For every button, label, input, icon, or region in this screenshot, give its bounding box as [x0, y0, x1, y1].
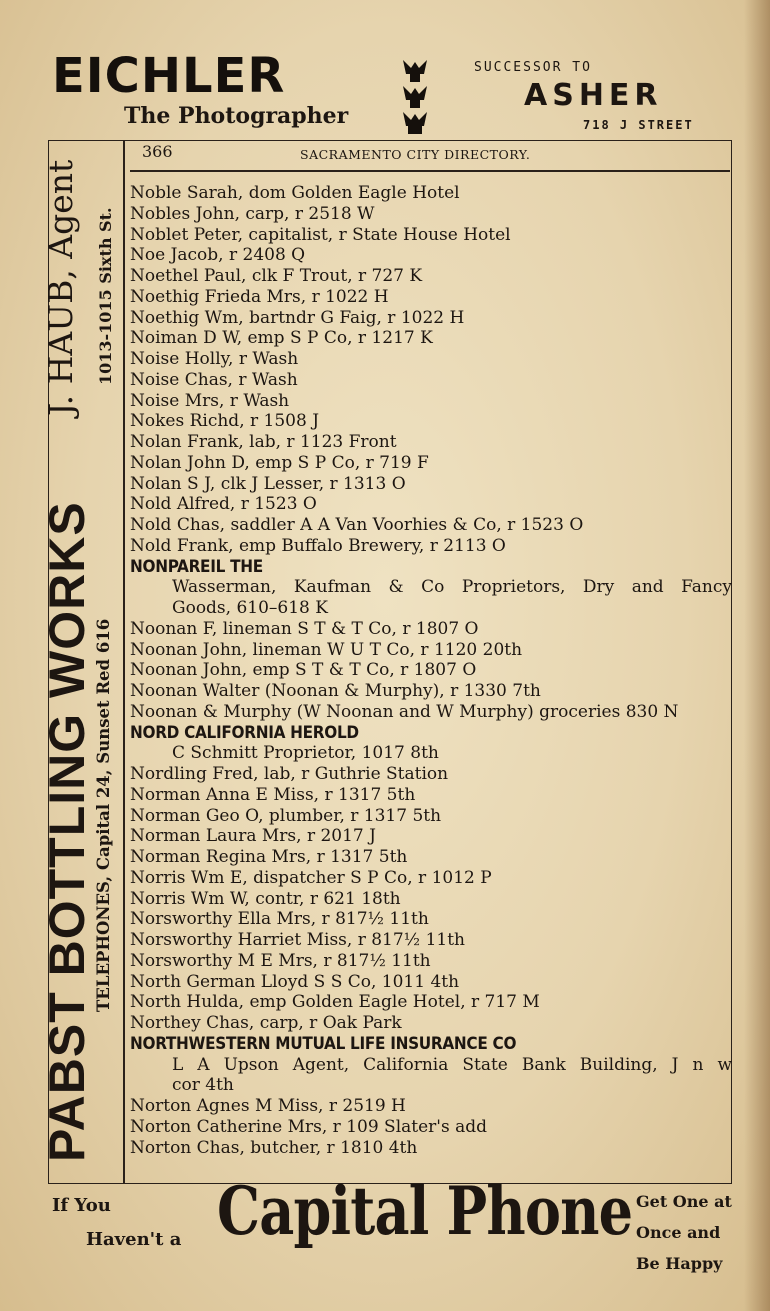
- directory-entry: [130, 826, 732, 847]
- ornament-icon: [400, 58, 430, 136]
- entry-text: Nordling Fred, lab, r Guthrie Station: [130, 764, 449, 784]
- directory-entry: [130, 536, 732, 557]
- directory-entry: [130, 681, 732, 702]
- directory-entry: [130, 889, 732, 910]
- pabst-ad-title: PABST BOTTLING WORKS: [39, 501, 95, 1162]
- entry-text: Noise Holly, r Wash: [130, 349, 299, 369]
- entry-text: Noblet Peter, capitalist, r State House Hotel: [130, 224, 511, 245]
- entry-text: North Hulda, emp Golden Eagle Hotel, r 717 M: [130, 992, 540, 1013]
- footer-right-line1: Get One at: [636, 1192, 732, 1211]
- entry-text: Nolan S J, clk J Lesser, r 1313 O: [130, 473, 406, 494]
- entry-text: Norsworthy Harriet Miss, r 817½ 11th: [130, 930, 465, 950]
- footer-ad-left: [52, 1194, 181, 1253]
- entry-text: Norman Geo O, plumber, r 1317 5th: [130, 805, 442, 826]
- directory-entry: [130, 328, 732, 349]
- entry-text: Northey Chas, carp, r Oak Park: [130, 1013, 402, 1033]
- entry-text: Wasserman, Kaufman & Co Proprietors, Dry and Fancy: [172, 577, 732, 598]
- entry-text: Norton Agnes M Miss, r 2519 H: [130, 1096, 406, 1116]
- entry-text: Norris Wm E, dispatcher S P Co, r 1012 P: [130, 867, 492, 888]
- entry-text: Noise Chas, r Wash: [130, 369, 298, 390]
- entry-text: Nolan Frank, lab, r 1123 Front: [130, 432, 397, 452]
- entry-text: Noonan F, lineman S T & T Co, r 1807 O: [130, 618, 479, 639]
- directory-entry: [130, 287, 732, 308]
- capital-phone-title: Capital Phone: [217, 1172, 633, 1250]
- directory-entry: [130, 494, 732, 515]
- entry-text: Nold Alfred, r 1523 O: [130, 494, 317, 515]
- entry-text: North German Lloyd S S Co, 1011 4th: [130, 971, 460, 992]
- entry-text: C Schmitt Proprietor, 1017 8th: [172, 743, 439, 764]
- directory-entry: [130, 660, 732, 681]
- entry-text: Norman Laura Mrs, r 2017 J: [130, 826, 376, 847]
- entry-text: Noethig Frieda Mrs, r 1022 H: [130, 286, 389, 307]
- entry-text: NORD CALIFORNIA HEROLD: [130, 722, 359, 743]
- directory-entry: [130, 1138, 732, 1159]
- directory-entry: [130, 972, 732, 993]
- entry-text: Noise Mrs, r Wash: [130, 390, 290, 411]
- footer-right-line3: Be Happy: [636, 1254, 723, 1273]
- directory-entry: [130, 640, 732, 661]
- entry-text: NONPAREIL THE: [130, 556, 263, 577]
- directory-entry: [130, 847, 732, 868]
- directory-entry: [130, 785, 732, 806]
- entry-text: Norsworthy Ella Mrs, r 817½ 11th: [130, 909, 429, 930]
- footer-left-line1: If You: [52, 1195, 111, 1216]
- business-heading: [130, 723, 732, 744]
- entry-text: Noethig Wm, bartndr G Faig, r 1022 H: [130, 307, 465, 328]
- successor-label: SUCCESSOR TO: [474, 60, 592, 75]
- directory-entry: [130, 619, 732, 640]
- directory-entry: [130, 1117, 732, 1138]
- entry-text: Norman Regina Mrs, r 1317 5th: [130, 847, 408, 867]
- directory-entries: [130, 183, 732, 1158]
- directory-entry: [130, 266, 732, 287]
- eichler-ad-title: EICHLER: [52, 48, 286, 104]
- business-heading: [130, 1034, 732, 1055]
- entry-text: cor 4th: [172, 1075, 234, 1096]
- entry-text: Nobles John, carp, r 2518 W: [130, 203, 375, 224]
- page-title: SACRAMENTO CITY DIRECTORY.: [300, 147, 531, 162]
- directory-entry: [130, 225, 732, 246]
- directory-entry: [130, 515, 732, 536]
- entry-text: Nokes Richd, r 1508 J: [130, 411, 320, 432]
- directory-entry: [130, 1013, 732, 1034]
- entry-text: Nold Chas, saddler A A Van Voorhies & Co, r 1523 O: [130, 515, 584, 535]
- eichler-ad-subtitle: The Photographer: [124, 103, 349, 129]
- entry-text: Nolan John D, emp S P Co, r 719 F: [130, 452, 429, 473]
- directory-entry: [130, 391, 732, 412]
- directory-entry: [130, 411, 732, 432]
- entry-text: Noethel Paul, clk F Trout, r 727 K: [130, 266, 423, 286]
- entry-continuation: [130, 1055, 732, 1076]
- directory-entry: [130, 349, 732, 370]
- entry-text: Norris Wm W, contr, r 621 18th: [130, 888, 401, 909]
- asher-name: ASHER: [524, 78, 663, 113]
- entry-continuation: [130, 743, 732, 764]
- entry-text: Norsworthy M E Mrs, r 817½ 11th: [130, 950, 431, 971]
- header-rule: [130, 170, 730, 172]
- entry-continuation: [130, 577, 732, 598]
- page-edge-shadow: [744, 0, 770, 1311]
- entry-text: Norton Catherine Mrs, r 109 Slater's add: [130, 1116, 487, 1137]
- entry-text: Goods, 610–618 K: [172, 598, 328, 618]
- footer-right-line2: Once and: [636, 1223, 721, 1242]
- entry-text: Noiman D W, emp S P Co, r 1217 K: [130, 328, 433, 349]
- page-number: 366: [142, 142, 173, 161]
- footer-left-line2: Haven't a: [86, 1229, 182, 1251]
- entry-text: Norman Anna E Miss, r 1317 5th: [130, 784, 416, 805]
- entry-continuation: [130, 1075, 732, 1096]
- entry-text: Nold Frank, emp Buffalo Brewery, r 2113 O: [130, 535, 506, 556]
- directory-entry: [130, 764, 732, 785]
- directory-entry: [130, 909, 732, 930]
- directory-entry: [130, 245, 732, 266]
- entry-text: Noble Sarah, dom Golden Eagle Hotel: [130, 183, 460, 203]
- directory-entry: [130, 183, 732, 204]
- entry-text: Noe Jacob, r 2408 Q: [130, 245, 306, 266]
- entry-text: L A Upson Agent, California State Bank Building, J n w: [172, 1054, 732, 1075]
- directory-entry: [130, 370, 732, 391]
- telephones-label: TELEPHONES, Capital 24, Sunset Red 616: [94, 618, 113, 1012]
- entry-text: Noonan John, emp S T & T Co, r 1807 O: [130, 660, 477, 681]
- directory-entry: [130, 308, 732, 329]
- directory-entry: [130, 702, 732, 723]
- entry-text: Noonan John, lineman W U T Co, r 1120 20th: [130, 639, 523, 660]
- frame-divider: [123, 140, 125, 1184]
- haub-agent-label: J. HAUB, Agent: [41, 159, 80, 416]
- side-ad-address: 1013-1015 Sixth St.: [96, 207, 115, 385]
- directory-entry: [130, 453, 732, 474]
- asher-address: 718 J STREET: [583, 118, 694, 132]
- entry-text: Norton Chas, butcher, r 1810 4th: [130, 1137, 418, 1158]
- entry-continuation: [130, 598, 732, 619]
- business-heading: [130, 557, 732, 578]
- directory-entry: [130, 474, 732, 495]
- directory-entry: [130, 806, 732, 827]
- footer-ad-right: [636, 1186, 732, 1279]
- directory-entry: [130, 951, 732, 972]
- directory-entry: [130, 930, 732, 951]
- directory-entry: [130, 204, 732, 225]
- directory-entry: [130, 1096, 732, 1117]
- directory-entry: [130, 868, 732, 889]
- directory-entry: [130, 992, 732, 1013]
- entry-text: Noonan & Murphy (W Noonan and W Murphy) groceries 830 N: [130, 701, 679, 722]
- entry-text: Noonan Walter (Noonan & Murphy), r 1330 7th: [130, 681, 541, 701]
- entry-text: NORTHWESTERN MUTUAL LIFE INSURANCE CO: [130, 1033, 517, 1054]
- directory-entry: [130, 432, 732, 453]
